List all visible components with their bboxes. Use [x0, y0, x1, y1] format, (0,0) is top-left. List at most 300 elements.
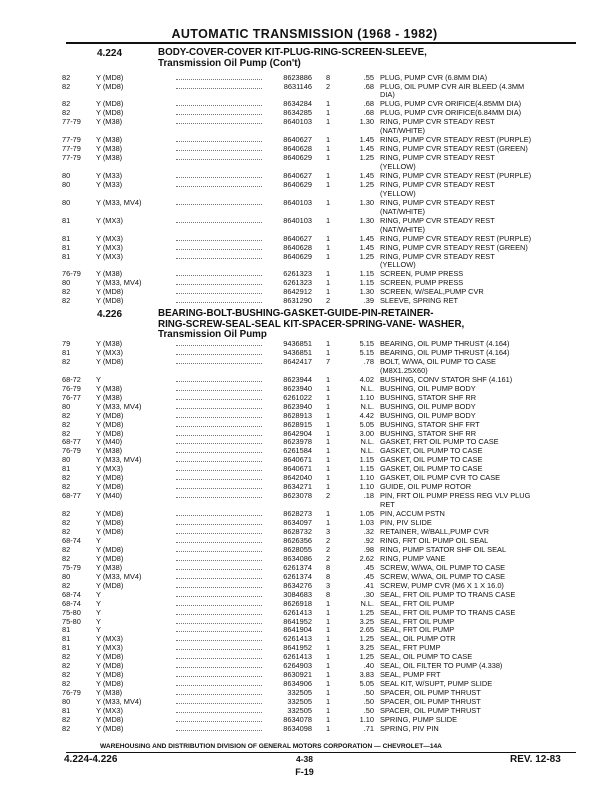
row-price: 1.30: [359, 117, 374, 127]
leader-dots: [176, 437, 262, 444]
row-part-number: 6264903: [283, 661, 312, 671]
row-model: Y (M33): [96, 179, 123, 189]
row-description: SCREEN, PUMP PRESS: [380, 278, 464, 288]
row-quantity: 2: [326, 491, 331, 501]
page-title: AUTOMATIC TRANSMISSION (1968 - 1982): [171, 27, 438, 41]
leader-dots: [176, 697, 262, 704]
leader-dots: [176, 527, 262, 534]
row-year: 76-79: [62, 688, 81, 698]
row-description: SEAL, FRT OIL PUMP: [380, 598, 455, 608]
leader-dots: [176, 411, 262, 418]
row-quantity: 1: [326, 287, 331, 297]
row-year: 76-79: [62, 446, 81, 456]
row-quantity: 1: [326, 269, 331, 279]
row-price: .68: [363, 108, 374, 118]
row-model: Y (MD8): [96, 518, 124, 527]
row-description: RING, FRT OIL PUMP OIL SEAL: [380, 535, 489, 545]
row-model: Y: [96, 625, 101, 635]
row-quantity: 1: [326, 233, 331, 243]
row-quantity: 1: [326, 144, 331, 154]
row-part-number: 332505: [287, 688, 312, 698]
row-description: BUSHING, OIL PUMP BODY: [380, 401, 476, 411]
row-model: Y: [96, 607, 101, 617]
leader-dots: [176, 652, 262, 659]
leader-dots: [176, 482, 262, 489]
row-part-number: 8634097: [283, 518, 312, 527]
row-model: Y (MD8): [96, 580, 124, 590]
leader-dots: [176, 117, 262, 124]
row-quantity: 2: [326, 553, 331, 563]
row-quantity: 1: [326, 374, 331, 384]
row-model: Y: [96, 535, 101, 545]
leader-dots: [176, 688, 262, 695]
row-description: SEAL, FRT OIL PUMP: [380, 616, 455, 626]
leader-dots: [176, 99, 262, 106]
leader-dots: [176, 581, 262, 588]
row-description: RING, PUMP CVR STEADY REST (GREEN): [380, 242, 528, 252]
row-year: 81: [62, 706, 71, 715]
row-description-continued: (NAT/WHITE): [380, 206, 426, 216]
row-year: 82: [62, 526, 71, 536]
table-row: [62, 545, 582, 554]
leader-dots: [176, 643, 262, 650]
section-title-line: Transmission Oil Pump (Con't): [158, 57, 301, 69]
row-price: N.L.: [360, 446, 374, 456]
row-description: SCREEN, PUMP PRESS: [380, 269, 464, 279]
row-year: 81: [62, 643, 71, 653]
row-price: N.L.: [360, 401, 374, 411]
row-description: RING, PUMP CVR STEADY REST: [380, 197, 495, 207]
row-year: 82: [62, 482, 71, 492]
row-description: GASKET, OIL PUMP CVR TO CASE: [380, 473, 501, 483]
row-description: SLEEVE, SPRING RET: [380, 296, 459, 306]
row-quantity: 1: [326, 419, 331, 429]
row-description: RING, PUMP CVR STEADY REST: [380, 215, 495, 225]
row-price: 1.15: [359, 455, 374, 465]
footer-page-number: 4-38: [295, 754, 313, 764]
row-quantity: 1: [326, 464, 331, 474]
row-quantity: 1: [326, 153, 331, 162]
table-row: [62, 82, 582, 91]
row-part-number: 8626918: [283, 598, 312, 608]
row-part-number: 8623886: [283, 72, 312, 82]
row-year: 75-79: [62, 562, 81, 572]
row-description: BUSHING, STATOR SHF RR: [380, 428, 477, 438]
table-row: [62, 706, 582, 715]
row-year: 77-79: [62, 153, 81, 162]
row-quantity: 1: [326, 278, 331, 288]
table-row: [62, 724, 582, 733]
row-description: RING, PUMP CVR STEADY REST: [380, 153, 495, 162]
row-part-number: 6261584: [283, 446, 312, 456]
section-title-line: BODY-COVER-COVER KIT-PLUG-RING-SCREEN-SLEEVE,: [158, 47, 427, 58]
row-model: Y (MX3): [96, 233, 123, 243]
row-year: 82: [62, 419, 71, 429]
row-year: 82: [62, 714, 71, 724]
row-part-number: 6261413: [283, 634, 312, 644]
row-part-number: 8626356: [283, 535, 312, 545]
row-price: 1.45: [359, 242, 374, 252]
row-price: 1.25: [359, 607, 374, 617]
row-part-number: 6261413: [283, 652, 312, 662]
row-quantity: 3: [326, 580, 331, 590]
row-year: 76-79: [62, 383, 81, 393]
row-price: 1.25: [359, 153, 374, 162]
row-price: 1.25: [359, 251, 374, 261]
row-quantity: 1: [326, 446, 331, 456]
row-model: Y (M38): [96, 153, 123, 162]
row-price: .45: [363, 562, 374, 572]
row-model: Y (MD8): [96, 509, 124, 518]
leader-dots: [176, 296, 262, 303]
row-year: 82: [62, 108, 71, 118]
row-part-number: 3084683: [283, 589, 312, 599]
row-description: RING, PUMP CVR STEADY REST (PURPLE): [380, 135, 532, 145]
table-row: [62, 429, 582, 438]
row-year: 82: [62, 72, 71, 82]
section-title-line: Transmission Oil Pump: [158, 329, 267, 340]
leader-dots: [176, 608, 262, 615]
leader-dots: [176, 375, 262, 382]
table-row: [62, 634, 582, 643]
leader-dots: [176, 180, 262, 187]
row-model: Y (MD8): [96, 296, 124, 306]
row-part-number: 8628915: [283, 419, 312, 429]
table-row: [62, 482, 582, 491]
row-quantity: 1: [326, 339, 331, 348]
row-price: 1.10: [359, 482, 374, 492]
table-row: [62, 608, 582, 617]
row-quantity: 1: [326, 437, 331, 447]
table-row: [62, 446, 582, 455]
row-quantity: 1: [326, 170, 331, 180]
row-description: RING, PUMP CVR STEADY REST (PURPLE): [380, 170, 532, 180]
row-quantity: 8: [326, 562, 331, 572]
row-price: 1.45: [359, 170, 374, 180]
row-description: SEAL, FRT OIL PUMP TO TRANS CASE: [380, 589, 516, 599]
row-model: Y (M38): [96, 383, 123, 393]
row-year: 82: [62, 473, 71, 483]
row-description: BUSHING, OIL PUMP BODY: [380, 383, 476, 393]
row-quantity: 1: [326, 251, 331, 261]
row-part-number: 8640627: [283, 170, 312, 180]
table-row: [62, 715, 582, 724]
row-description: GASKET, OIL PUMP TO CASE: [380, 455, 483, 465]
row-part-number: 8628273: [283, 509, 312, 518]
row-part-number: 8640629: [283, 251, 312, 261]
row-price: 1.45: [359, 233, 374, 243]
row-year: 77-79: [62, 117, 81, 127]
row-quantity: 1: [326, 99, 331, 109]
row-part-number: 8628732: [283, 526, 312, 536]
row-description: PLUG, PUMP CVR (6.8MM DIA): [380, 72, 488, 82]
leader-dots: [176, 108, 262, 115]
row-quantity: 8: [326, 571, 331, 581]
row-price: 1.45: [359, 135, 374, 145]
row-description: PIN, ACCUM PSTN: [380, 509, 445, 518]
row-model: Y (MD8): [96, 544, 124, 554]
leader-dots: [176, 617, 262, 624]
row-model: Y (M38): [96, 135, 123, 145]
row-year: 80: [62, 278, 71, 288]
row-price: .50: [363, 688, 374, 698]
row-part-number: 8642912: [283, 287, 312, 297]
row-year: 82: [62, 81, 71, 91]
leader-dots: [176, 491, 262, 498]
row-description: GUIDE, OIL PUMP ROTOR: [380, 482, 472, 492]
row-part-number: 8623944: [283, 374, 312, 384]
table-row: [62, 99, 582, 108]
row-part-number: 8642040: [283, 473, 312, 483]
row-description: BOLT, W/WA, OIL PUMP TO CASE: [380, 356, 496, 366]
leader-dots: [176, 545, 262, 552]
row-model: Y: [96, 598, 101, 608]
leader-dots: [176, 706, 262, 713]
row-part-number: 8628055: [283, 544, 312, 554]
row-quantity: 8: [326, 72, 331, 82]
table-row: [62, 625, 582, 634]
row-year: 75-80: [62, 607, 81, 617]
row-description-continued: RET: [380, 500, 395, 510]
table-row: [62, 384, 582, 393]
leader-dots: [176, 348, 262, 355]
row-year: 81: [62, 347, 71, 357]
row-quantity: 1: [326, 108, 331, 118]
row-part-number: 8640629: [283, 179, 312, 189]
row-model: Y (M38): [96, 144, 123, 154]
table-row: [62, 357, 582, 366]
row-part-number: 8634284: [283, 99, 312, 109]
row-model: Y (MD8): [96, 72, 124, 82]
table-row: [62, 393, 582, 402]
row-part-number: 8623940: [283, 383, 312, 393]
leader-dots: [176, 473, 262, 480]
footer-section-range: 4.224-4.226: [64, 754, 118, 765]
row-quantity: 1: [326, 679, 331, 689]
leader-dots: [176, 446, 262, 453]
row-description: SCREW, W/WA, OIL PUMP TO CASE: [380, 562, 506, 572]
row-part-number: 8623078: [283, 491, 312, 501]
row-year: 81: [62, 464, 71, 474]
row-quantity: 1: [326, 670, 331, 680]
row-quantity: 1: [326, 410, 331, 420]
row-price: 1.10: [359, 392, 374, 402]
leader-dots: [176, 599, 262, 606]
row-year: 82: [62, 679, 71, 689]
row-year: 68-74: [62, 598, 81, 608]
row-description: RING, PUMP CVR STEADY REST (GREEN): [380, 144, 528, 154]
leader-dots: [176, 393, 262, 400]
table-row: [62, 509, 582, 518]
row-description: GASKET, FRT OIL PUMP TO CASE: [380, 437, 499, 447]
row-price: 1.10: [359, 714, 374, 724]
row-price: 5.05: [359, 679, 374, 689]
row-part-number: 8634086: [283, 553, 312, 563]
leader-dots: [176, 269, 262, 276]
row-description: SCREW, W/WA, OIL PUMP TO CASE: [380, 571, 506, 581]
row-description: BEARING, OIL PUMP THRUST (4.164): [380, 347, 510, 357]
row-price: 1.30: [359, 197, 374, 207]
row-part-number: 8634285: [283, 108, 312, 118]
leader-dots: [176, 171, 262, 178]
row-description: SCREEN, W/SEAL,PUMP CVR: [380, 287, 484, 297]
row-price: 1.15: [359, 464, 374, 474]
row-description: PIN, FRT OIL PUMP PRESS REG VLV PLUG: [380, 491, 531, 501]
table-row: [62, 437, 582, 446]
leader-dots: [176, 252, 262, 259]
table-row: [62, 455, 582, 464]
row-part-number: 8634906: [283, 679, 312, 689]
row-year: 81: [62, 233, 71, 243]
section-number: 4.226: [97, 309, 123, 320]
leader-dots: [176, 518, 262, 525]
row-part-number: 8640103: [283, 197, 312, 207]
row-part-number: 6261323: [283, 278, 312, 288]
row-part-number: 8640627: [283, 233, 312, 243]
row-part-number: 332505: [287, 697, 312, 706]
footer-division-text: WAREHOUSING AND DISTRIBUTION DIVISION OF GENERAL MOTORS CORPORATION — CHEVROLET—14A: [100, 743, 442, 750]
row-model: Y (MD8): [96, 99, 124, 109]
table-row: [62, 527, 582, 536]
table-row: [62, 180, 582, 189]
section-number: 4.224: [97, 48, 123, 59]
row-year: 68-74: [62, 589, 81, 599]
row-quantity: 2: [326, 544, 331, 554]
row-year: 82: [62, 287, 71, 297]
row-part-number: 8628913: [283, 410, 312, 420]
row-part-number: 8631146: [283, 81, 312, 91]
row-quantity: 2: [326, 296, 331, 306]
table-row: [62, 491, 582, 500]
row-description-continued: DIA): [380, 90, 395, 100]
leader-dots: [176, 73, 262, 80]
row-price: 3.00: [359, 428, 374, 438]
row-part-number: 8641952: [283, 616, 312, 626]
row-model: Y: [96, 374, 101, 384]
row-price: 4.42: [359, 410, 374, 420]
row-quantity: 1: [326, 428, 331, 438]
row-model: Y (M33, MV4): [96, 697, 142, 706]
table-row: [62, 135, 582, 144]
row-part-number: 8623940: [283, 401, 312, 411]
row-quantity: 1: [326, 607, 331, 617]
row-model: Y (MD8): [96, 473, 124, 483]
row-part-number: 8634276: [283, 580, 312, 590]
row-price: .98: [363, 544, 374, 554]
row-price: .45: [363, 571, 374, 581]
row-model: Y (M40): [96, 491, 123, 501]
row-description: PLUG, PUMP CVR ORIFICE(6.84MM DIA): [380, 108, 522, 118]
row-part-number: 8641952: [283, 643, 312, 653]
row-description: SEAL KIT, W/SUPT, PUMP SLIDE: [380, 679, 493, 689]
row-price: .39: [363, 296, 374, 306]
row-description-continued: (NAT/WHITE): [380, 126, 426, 136]
row-quantity: 1: [326, 706, 331, 715]
row-model: Y (M38): [96, 562, 123, 572]
row-quantity: 1: [326, 598, 331, 608]
table-row: [62, 269, 582, 278]
leader-dots: [176, 384, 262, 391]
table-row: [62, 697, 582, 706]
row-model: Y (MD8): [96, 108, 124, 118]
row-price: .50: [363, 706, 374, 715]
row-model: Y (M33, MV4): [96, 278, 142, 288]
row-model: Y (MD8): [96, 482, 124, 492]
table-row: [62, 108, 582, 117]
row-price: 1.30: [359, 287, 374, 297]
leader-dots: [176, 135, 262, 142]
bottom-rule: [66, 752, 576, 753]
row-price: .50: [363, 697, 374, 706]
row-model: Y (M38): [96, 446, 123, 456]
row-model: Y (MD8): [96, 723, 124, 733]
row-year: 82: [62, 670, 71, 680]
row-description: BUSHING, OIL PUMP BODY: [380, 410, 476, 420]
leader-dots: [176, 243, 262, 250]
table-row: [62, 536, 582, 545]
table-row: [62, 599, 582, 608]
row-model: Y (MD8): [96, 428, 124, 438]
row-quantity: 1: [326, 518, 331, 527]
row-price: 3.25: [359, 616, 374, 626]
row-model: Y: [96, 616, 101, 626]
row-description: SPRING, PUMP SLIDE: [380, 714, 458, 724]
table-row: [62, 153, 582, 162]
row-model: Y (MD8): [96, 419, 124, 429]
row-part-number: 8631290: [283, 296, 312, 306]
row-year: 82: [62, 410, 71, 420]
row-description: BUSHING, STATOR SHF FRT: [380, 419, 480, 429]
row-price: 1.03: [359, 518, 374, 527]
row-model: Y (M38): [96, 339, 123, 348]
row-quantity: 1: [326, 482, 331, 492]
row-year: 82: [62, 356, 71, 366]
row-model: Y (MD8): [96, 553, 124, 563]
row-description: PLUG, PUMP CVR ORIFICE(4.85MM DIA): [380, 99, 522, 109]
row-model: Y (M33, MV4): [96, 571, 142, 581]
row-model: Y (MD8): [96, 652, 124, 662]
table-row: [62, 643, 582, 652]
row-part-number: 8641904: [283, 625, 312, 635]
table-row: [62, 278, 582, 287]
row-part-number: 8640627: [283, 135, 312, 145]
row-quantity: 1: [326, 455, 331, 465]
row-quantity: 1: [326, 242, 331, 252]
table-row: [62, 420, 582, 429]
row-description: RING, PUMP VANE: [380, 553, 446, 563]
row-year: 82: [62, 723, 71, 733]
row-description-continued: (M8X1.25X60): [380, 365, 428, 375]
row-price: .41: [363, 580, 374, 590]
table-row: [62, 563, 582, 572]
row-part-number: 6261323: [283, 269, 312, 279]
row-model: Y (MX3): [96, 464, 123, 474]
table-row: [62, 296, 582, 305]
row-model: Y (MX3): [96, 215, 123, 225]
row-model: Y (MX3): [96, 242, 123, 252]
row-quantity: 2: [326, 81, 331, 91]
row-description: PIN, PIV SLIDE: [380, 518, 432, 527]
row-quantity: 1: [326, 652, 331, 662]
row-price: 3.83: [359, 670, 374, 680]
table-row: [62, 554, 582, 563]
row-quantity: 1: [326, 401, 331, 411]
row-price: .55: [363, 72, 374, 82]
leader-dots: [176, 144, 262, 151]
row-part-number: 8640629: [283, 153, 312, 162]
table-row: [62, 171, 582, 180]
row-description: GASKET, OIL PUMP TO CASE: [380, 446, 483, 456]
